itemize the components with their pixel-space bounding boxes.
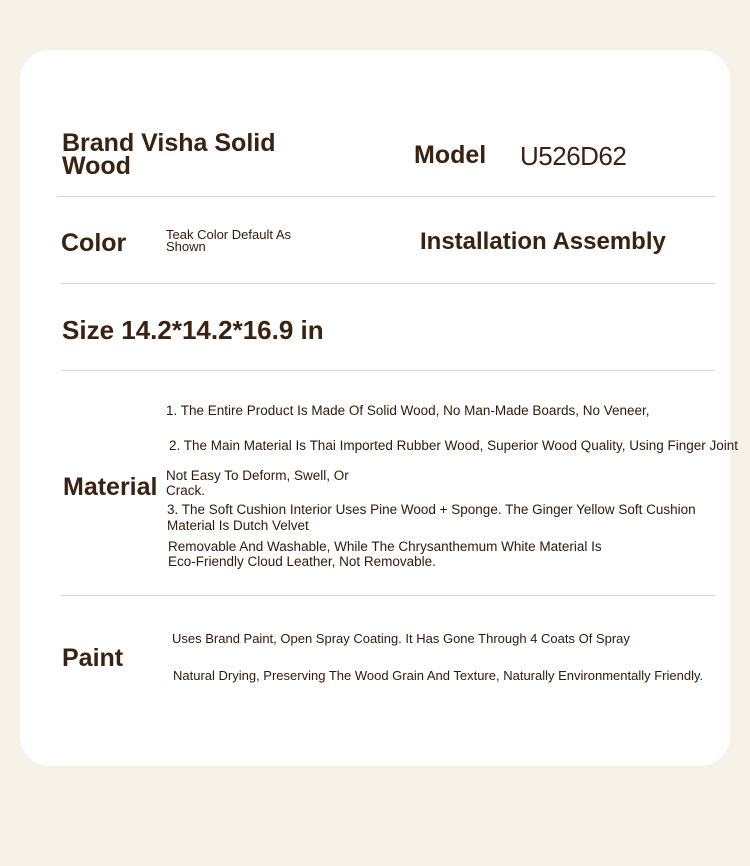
divider: [61, 370, 715, 371]
material-line: Crack.: [166, 483, 206, 498]
model-value: U526D62: [520, 141, 627, 171]
material-line: 2. The Main Material Is Thai Imported Rubber Wood, Superior Wood Quality, Using Finger Joint: [169, 438, 739, 453]
brand-label-line2: Wood: [62, 152, 131, 180]
brand-label: Brand Visha Solid: [62, 129, 276, 157]
material-line: Removable And Washable, While The Chrysanthemum White Material Is: [168, 539, 602, 554]
color-value-line2: Shown: [166, 239, 206, 254]
material-line: Not Easy To Deform, Swell, Or: [166, 468, 349, 483]
material-line: Material Is Dutch Velvet: [167, 518, 309, 533]
divider: [57, 196, 715, 197]
paint-line: Uses Brand Paint, Open Spray Coating. It Has Gone Through 4 Coats Of Spray: [172, 631, 630, 646]
material-line: Eco-Friendly Cloud Leather, Not Removable.: [168, 554, 436, 569]
installation-label: Installation Assembly: [420, 228, 666, 255]
color-label: Color: [61, 229, 127, 257]
material-line: 1. The Entire Product Is Made Of Solid Wood, No Man-Made Boards, No Veneer,: [166, 403, 650, 418]
paint-label: Paint: [62, 644, 124, 672]
model-label: Model: [414, 141, 487, 169]
size-label: Size 14.2*14.2*16.9 in: [62, 315, 324, 345]
material-line: 3. The Soft Cushion Interior Uses Pine Wood + Sponge. The Ginger Yellow Soft Cushion: [167, 502, 696, 517]
divider: [61, 283, 715, 284]
paint-line: Natural Drying, Preserving The Wood Grain And Texture, Naturally Environmentally Friendly.: [173, 668, 704, 683]
color-value-line1: Teak Color Default As: [166, 227, 292, 242]
divider: [61, 595, 715, 596]
material-label: Material: [63, 473, 158, 501]
